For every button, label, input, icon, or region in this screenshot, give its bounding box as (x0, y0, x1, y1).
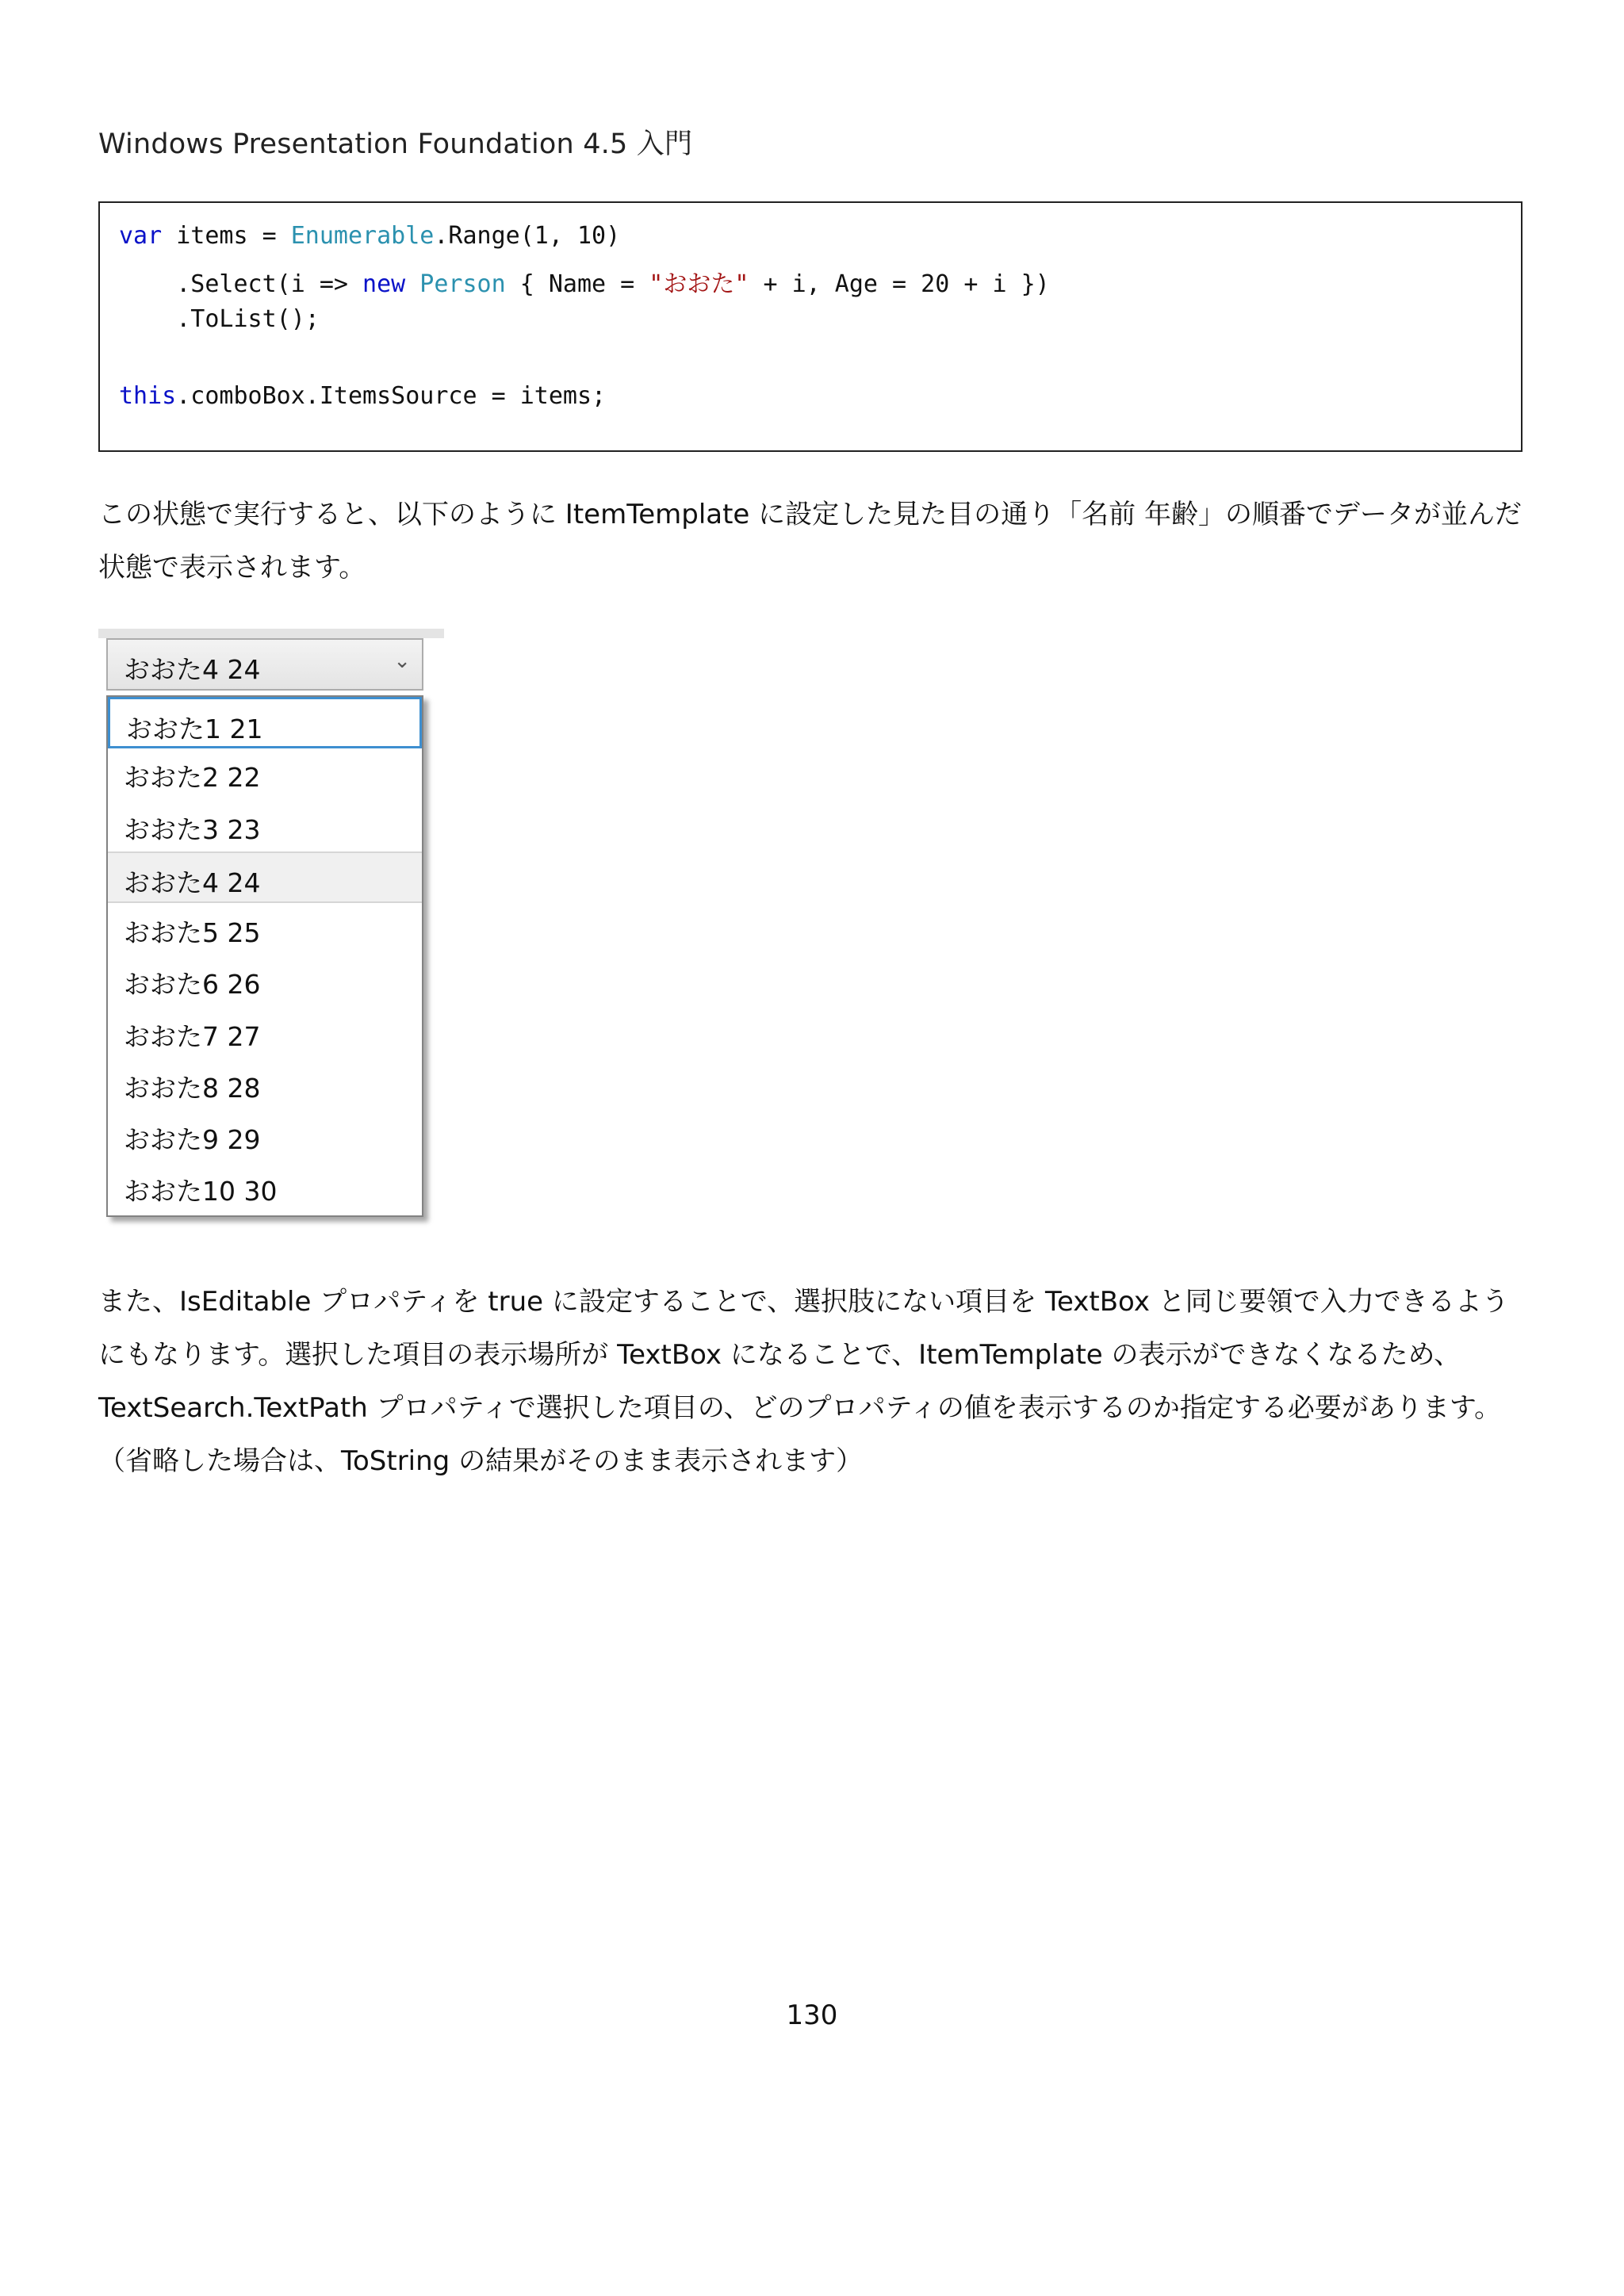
code-line-3: .ToList(); (119, 305, 320, 333)
combobox-item[interactable]: おおた5 25 (124, 917, 261, 948)
paragraph-1: この状態で実行すると、以下のように ItemTemplate に設定した見た目の通り「名前 年齢」の順番でデータが並んだ状態で表示されます。 (98, 499, 1522, 584)
combobox-item[interactable]: おおた7 27 (124, 1021, 261, 1052)
combobox-item[interactable]: おおた8 28 (124, 1073, 261, 1104)
combobox-selected-text: おおた4 24 (124, 654, 261, 685)
combobox-item[interactable]: おおた9 29 (124, 1124, 261, 1155)
code-line-5: this.comboBox.ItemsSource = items; (119, 382, 607, 410)
combobox-item[interactable]: おおた3 23 (124, 814, 261, 845)
combobox-item[interactable]: おおた6 26 (124, 969, 261, 1000)
combobox-item[interactable]: おおた10 30 (124, 1176, 278, 1207)
combobox-dropdown (106, 695, 423, 1217)
page-number: 130 (786, 1999, 838, 2031)
code-block (98, 201, 1522, 452)
combobox-item[interactable]: おおた4 24 (108, 851, 422, 903)
page-header: Windows Presentation Foundation 4.5 入門 (98, 128, 693, 160)
window-edge (98, 629, 444, 638)
code-line-1: var items = Enumerable.Range(1, 10) (119, 222, 621, 250)
combobox[interactable] (106, 638, 423, 691)
combobox-item[interactable]: おおた2 22 (124, 762, 261, 793)
chevron-down-icon[interactable]: ⌄ (393, 649, 411, 673)
paragraph-2: また、IsEditable プロパティを true に設定することで、選択肢にない項目を TextBox と同じ要領で入力できるようにもなります。選択した項目の表示場所が TextBox になることで、ItemTemplate の表示ができなくなるため、TextSearch.TextPath プロパティで選択した項目の、どのプロパティの値を表示するのか指定する必要があります。（省略した場合は、ToString の結果がそのまま表示されます） (98, 1286, 1509, 1477)
code-line-2: .Select(i => new Person { Name = "おおた" + i, Age = 20 + i }) (119, 270, 1050, 298)
combobox-item[interactable]: おおた1 21 (108, 697, 422, 748)
combobox-screenshot (98, 629, 444, 1225)
